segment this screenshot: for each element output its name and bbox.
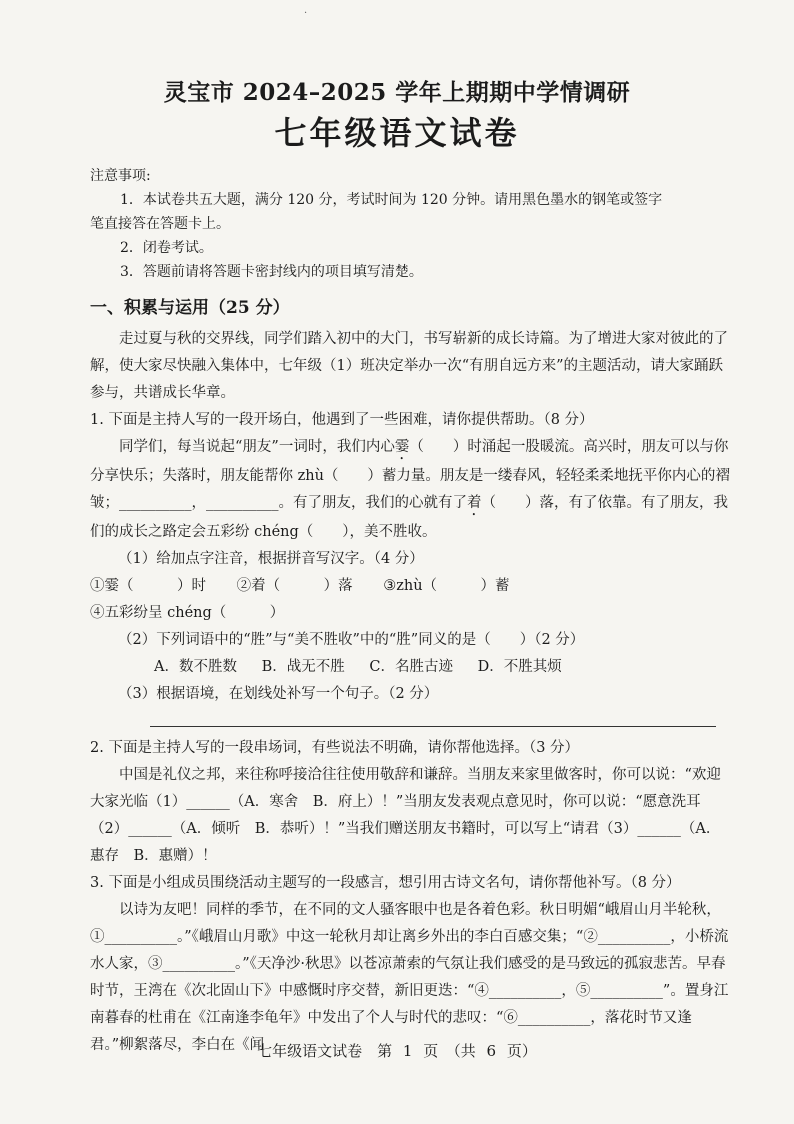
option-a: A．数不胜数: [154, 659, 237, 675]
q3-passage: 以诗为友吧！同样的季节，在不同的文人骚客眼中也是各着色彩。秋日明媚“峨眉山月半轮秋，①__________。”《峨眉山月歌》中这一轮秋月却让离乡外出的李白百感交集；“②__________，小桥流水人家，③__________。”《天净沙·秋思》以苍凉萧索的气氛让我们感受的是马致远的孤寂悲苦。早春时节，王湾在《次北固山下》中感慨时序交替，新旧更迭：“④__________，⑤__________”。置身江南暮春的杜甫在《江南逢李龟年》中发出了个人与时代的悲叹：“⑥__________，落花时节又逢君。”柳絮落尽，李白在《闻: [90, 902, 729, 1053]
q1-passage-b: （ ）时涌起一股暖流。高兴时，朋友可以与你分享快乐；失落时，朋友能帮你 zhù（ ）蓄力量。朋友是一缕春风，轻轻柔柔地抚平你内心的褶皱；__________，__________。有了朋友，我们的心就有了: [90, 439, 730, 511]
option-b: B．战无不胜: [261, 659, 345, 675]
fill-item-1: ①霎（ ）时: [90, 578, 206, 594]
q2-stem: 2. 下面是主持人写的一段串场词，有些说法不明确，请你帮他选择。（3 分）: [90, 740, 580, 756]
q1-dotted-char-1: 霎: [394, 439, 410, 455]
q1-stem: 1. 下面是主持人写的一段开场白，他遇到了一些困难，请你提供帮助。（8 分）: [90, 412, 594, 428]
option-d: D．不胜其烦: [477, 659, 562, 675]
q1-sub1: （1）给加点字注音，根据拼音写汉字。（4 分）: [118, 551, 424, 567]
q1-dotted-char-2: 着: [467, 495, 482, 511]
section-heading: 一、积累与运用（25 分）: [90, 298, 290, 318]
q1-fill-row: [90, 573, 730, 627]
q1-passage-c: （ ）落，有了依靠。有了朋友，我们的成长之路定会五彩纷 chéng（ ），美不胜收。: [90, 495, 728, 540]
q3-stem: 3. 下面是小组成员围绕活动主题写的一段感言，想引用古诗文名句，请你帮他补写。（8 分）: [90, 875, 681, 891]
notice-item-2: 2．闭卷考试。: [120, 240, 213, 256]
notice-item-1b: 笔直接答在答题卡上。: [90, 216, 230, 232]
section-intro: 走过夏与秋的交界线，同学们踏入初中的大门，书写崭新的成长诗篇。为了增进大家对彼此的了解，使大家尽快融入集体中，七年级（1）班决定举办一次“有朋自远方来”的主题活动，请大家踊跃参与，共谱成长华章。: [90, 331, 728, 401]
q1-sub2-options: [90, 654, 730, 681]
exam-title-line2: 七年级语文试卷: [274, 114, 520, 152]
q1-sub2: （2）下列词语中的“胜”与“美不胜收”中的“胜”同义的是（ ）（2 分）: [118, 632, 585, 648]
notice-heading: 注意事项:: [90, 168, 151, 184]
q1-sub3: （3）根据语境，在划线处补写一个句子。（2 分）: [118, 686, 439, 702]
exam-title-line1: 灵宝市 2024–2025 学年上期期中学情调研: [163, 79, 631, 106]
page-footer: 七年级语文试卷 第 1 页 （共 6 页）: [257, 1042, 537, 1060]
notice-item-1a: 1．本试卷共五大题，满分 120 分，考试时间为 120 分钟。请用黑色墨水的钢笔或签字: [120, 192, 663, 208]
section-body: [90, 326, 730, 1059]
fill-item-4: ④五彩纷呈 chéng（ ）: [90, 605, 285, 621]
notice-block: [90, 164, 730, 284]
fill-item-2: ②着（ ）落: [236, 578, 353, 594]
q1-passage: [90, 434, 730, 546]
fill-item-3: ③zhù（ ）蓄: [383, 578, 510, 594]
scan-mark: ·: [304, 8, 308, 19]
option-c: C．名胜古迹: [369, 659, 453, 675]
q1-passage-a: 同学们，每当说起“朋友”一词时，我们内心: [119, 439, 395, 455]
notice-item-3: 3．答题前请将答题卡密封线内的项目填写清楚。: [120, 264, 423, 280]
q2-passage: 中国是礼仪之邦，来往称呼接洽往往使用敬辞和谦辞。当朋友来家里做客时，你可以说：“欢迎大家光临（1）______（A．寒舍 B．府上）！”当朋友发表观点意见时，你可以说：“愿意洗耳（2）______（A．倾听 B．恭听）！”当我们赠送朋友书籍时，可以写上“请君（3）______（A．惠存 B．惠赠）！: [90, 767, 721, 864]
answer-line: [150, 726, 716, 727]
